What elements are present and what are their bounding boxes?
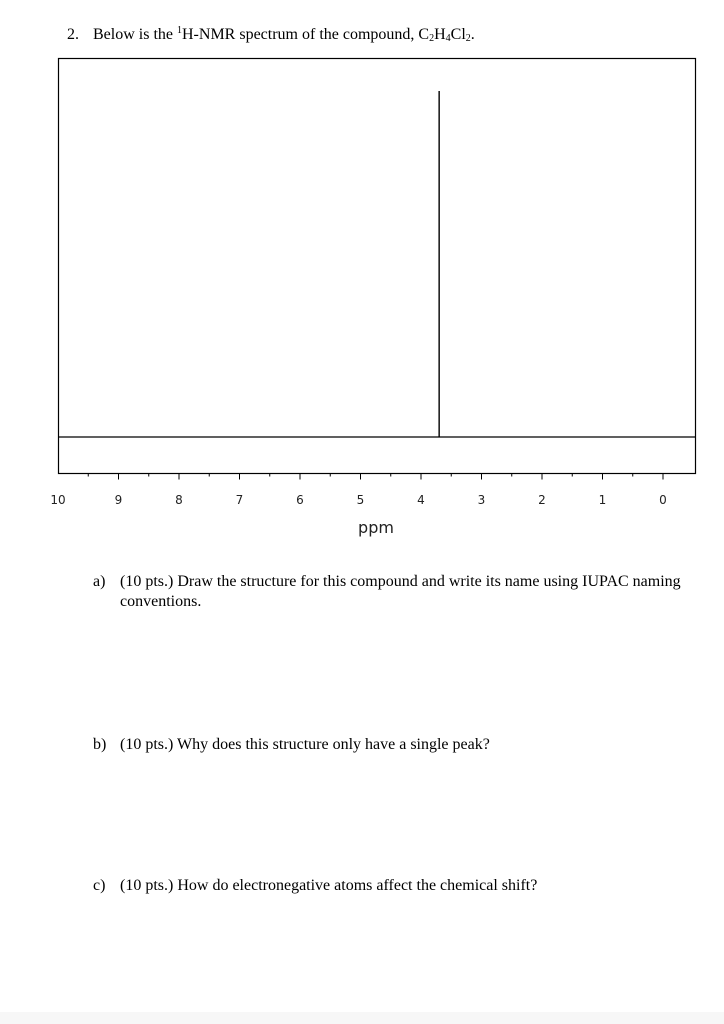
formula-sub-h: 4: [445, 33, 451, 44]
spectrum-frame: [59, 59, 696, 474]
formula-sub-c: 2: [429, 33, 435, 44]
tick-label: 10: [50, 493, 66, 507]
part-a-letter: a): [93, 573, 106, 590]
tick-label: 5: [356, 493, 365, 507]
tick-label: 3: [477, 493, 486, 507]
formula-h: H: [434, 26, 446, 43]
x-axis-title: ppm: [358, 518, 394, 537]
title-pre: Below is the: [93, 26, 177, 43]
tick-label: 0: [659, 493, 667, 507]
part-b-letter: b): [93, 736, 107, 753]
part-c-letter: c): [93, 877, 106, 894]
tick-label: 4: [417, 493, 425, 507]
tick-label: 9: [114, 493, 123, 507]
formula-sub-cl: 2: [465, 33, 471, 44]
title-end: .: [470, 26, 475, 43]
part-a-text: (10 pts.) Draw the structure for this compound and write its name using IUPAC naming conventions.: [120, 573, 681, 610]
tick-label: 6: [296, 493, 304, 507]
title-superscript: 1: [177, 25, 182, 36]
tick-label: 1: [598, 493, 607, 507]
page-footer-band: [0, 1012, 724, 1024]
part-b-text: (10 pts.) Why does this structure only have a single peak?: [120, 736, 490, 753]
tick-label: 8: [175, 493, 183, 507]
tick-label: 2: [538, 493, 546, 507]
part-c-text: (10 pts.) How do electronegative atoms affect the chemical shift?: [120, 877, 538, 894]
title-mid: H-NMR spectrum of the compound, C: [182, 26, 430, 43]
question-number: 2.: [67, 26, 79, 43]
formula-cl: Cl: [450, 26, 466, 43]
tick-label: 7: [235, 493, 244, 507]
